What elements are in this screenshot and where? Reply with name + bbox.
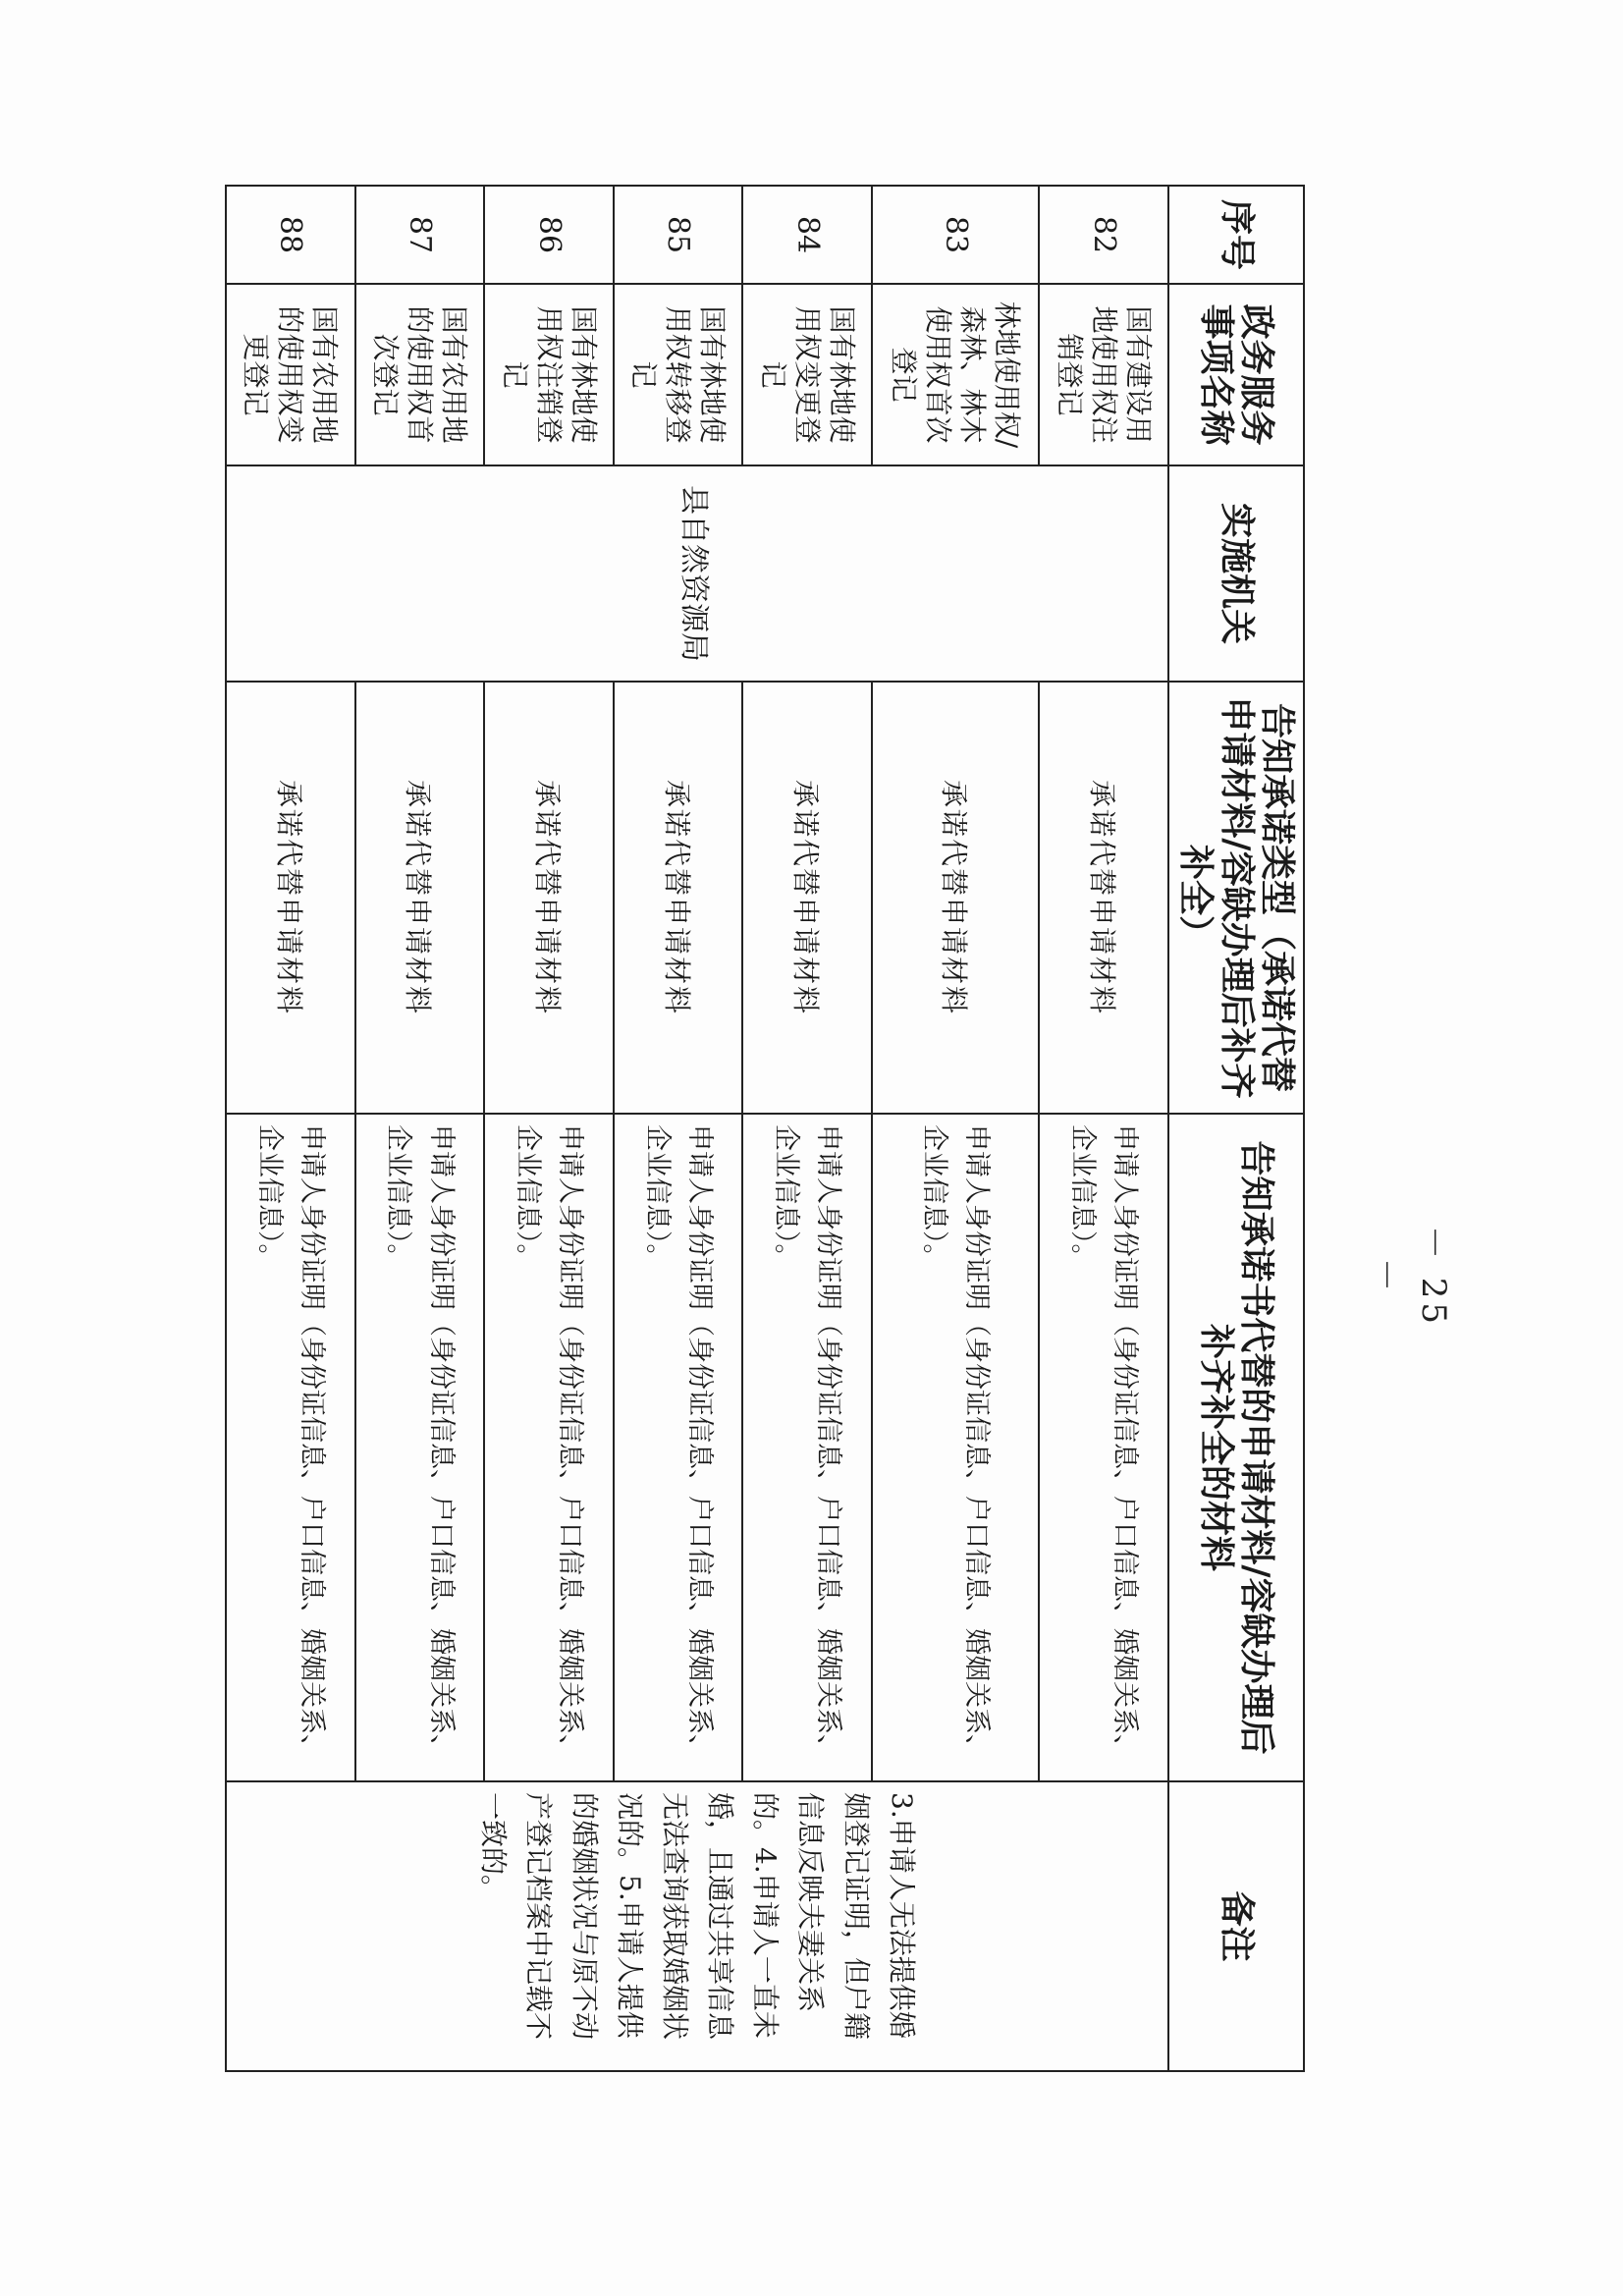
header-org: 实施机关 bbox=[1168, 465, 1304, 682]
header-materials: 告知承诺书代替的申请材料/容缺办理后补齐补全的材料 bbox=[1168, 1114, 1304, 1781]
commitment-type: 承诺代替申请材料 bbox=[614, 682, 743, 1114]
commitment-type: 承诺代替申请材料 bbox=[1039, 682, 1168, 1114]
commitment-type: 承诺代替申请材料 bbox=[355, 682, 485, 1114]
replaced-materials: 申请人身份证明（身份证信息、户口信息、婚姻关系、企业信息）。 bbox=[742, 1114, 872, 1781]
header-no: 序号 bbox=[1168, 186, 1304, 284]
commitment-table bbox=[225, 185, 1305, 2072]
item-name: 国有林地使用权变更登记 bbox=[742, 284, 872, 465]
item-name: 国有林地使用权注销登记 bbox=[484, 284, 614, 465]
page-number: － 25 － bbox=[1366, 1225, 1453, 1329]
implementing-org: 县自然资源局 bbox=[226, 465, 1168, 682]
commitment-type: 承诺代替申请材料 bbox=[742, 682, 872, 1114]
row-number: 83 bbox=[872, 186, 1039, 284]
header-type: 告知承诺类型（承诺代替申请材料/容缺办理后补齐补全） bbox=[1168, 682, 1304, 1114]
commitment-type: 承诺代替申请材料 bbox=[484, 682, 614, 1114]
row-number: 82 bbox=[1039, 186, 1168, 284]
commitment-type: 承诺代替申请材料 bbox=[226, 682, 355, 1114]
header-name: 政务服务事项名称 bbox=[1168, 284, 1304, 465]
item-name: 国有农用地的使用权变更登记 bbox=[226, 284, 355, 465]
rotated-table-container bbox=[225, 185, 1305, 2070]
replaced-materials: 申请人身份证明（身份证信息、户口信息、婚姻关系、企业信息）。 bbox=[1039, 1114, 1168, 1781]
row-number: 86 bbox=[484, 186, 614, 284]
commitment-type: 承诺代替申请材料 bbox=[872, 682, 1039, 1114]
row-number: 88 bbox=[226, 186, 355, 284]
replaced-materials: 申请人身份证明（身份证信息、户口信息、婚姻关系、企业信息）。 bbox=[484, 1114, 614, 1781]
item-name: 林地使用权/森林、林木使用权首次登记 bbox=[872, 284, 1039, 465]
replaced-materials: 申请人身份证明（身份证信息、户口信息、婚姻关系、企业信息）。 bbox=[355, 1114, 485, 1781]
row-number: 84 bbox=[742, 186, 872, 284]
replaced-materials: 申请人身份证明（身份证信息、户口信息、婚姻关系、企业信息）。 bbox=[872, 1114, 1039, 1781]
row-number: 85 bbox=[614, 186, 743, 284]
item-name: 国有农用地的使用权首次登记 bbox=[355, 284, 485, 465]
item-name: 国有林地使用权转移登记 bbox=[614, 284, 743, 465]
table-row bbox=[1039, 186, 1168, 2071]
replaced-materials: 申请人身份证明（身份证信息、户口信息、婚姻关系、企业信息）。 bbox=[614, 1114, 743, 1781]
header-note: 备注 bbox=[1168, 1781, 1304, 2071]
replaced-materials: 申请人身份证明（身份证信息、户口信息、婚姻关系、企业信息）。 bbox=[226, 1114, 355, 1781]
row-number: 87 bbox=[355, 186, 485, 284]
remarks: 3.申请人无法提供婚姻登记证明，但户籍信息反映夫妻关系的。4.申请人一直未婚，且通过共享信息无法查询获取婚姻状况的。5.申请人提供的婚姻状况与原不动产登记档案中记载不一致的。 bbox=[226, 1781, 1168, 2071]
item-name: 国有建设用地使用权注销登记 bbox=[1039, 284, 1168, 465]
table-header-row bbox=[1168, 186, 1304, 2071]
